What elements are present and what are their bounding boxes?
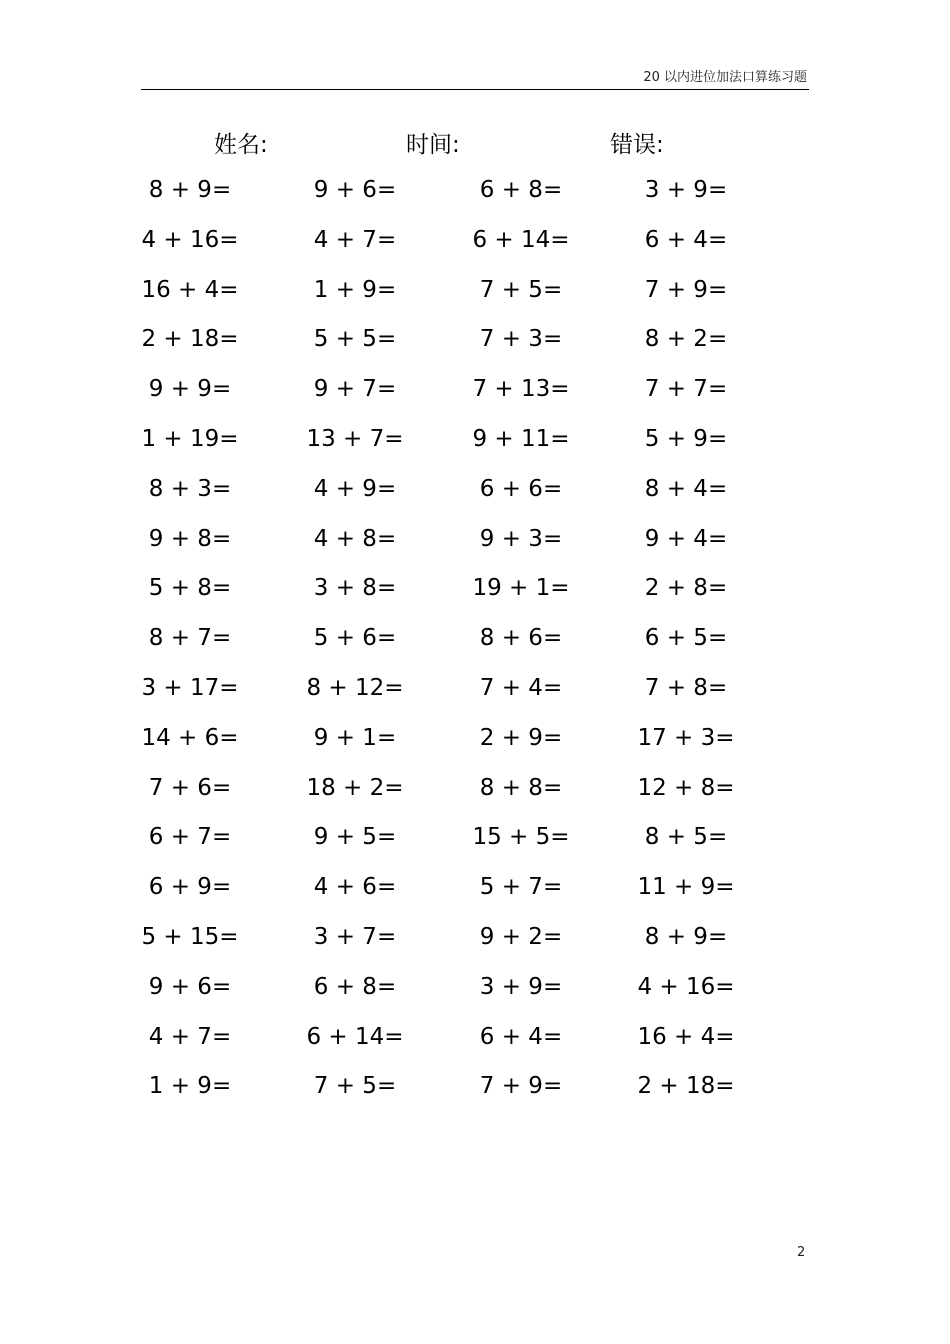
- header-rule: [141, 89, 809, 90]
- problem-item: 8 + 3=: [148, 475, 232, 502]
- problem-item: 3 + 8=: [313, 575, 397, 602]
- problem-row: [0, 914, 950, 964]
- problem-row: [0, 217, 950, 267]
- student-info-labels: [0, 126, 950, 162]
- problem-item: 11 + 9=: [637, 874, 735, 901]
- problem-row: [0, 316, 950, 366]
- problem-item: 4 + 16=: [141, 226, 239, 253]
- page-number: 2: [797, 1245, 806, 1260]
- problem-item: 5 + 8=: [148, 575, 232, 602]
- problem-item: 2 + 18=: [141, 326, 239, 353]
- problem-item: 7 + 8=: [644, 674, 728, 701]
- problem-item: 7 + 3=: [479, 326, 563, 353]
- problem-item: 7 + 9=: [479, 1073, 563, 1100]
- problem-item: 7 + 5=: [479, 276, 563, 303]
- problem-item: 5 + 9=: [644, 425, 728, 452]
- name-label: 姓名:: [214, 132, 268, 158]
- problem-item: 5 + 7=: [479, 874, 563, 901]
- problem-row: [0, 665, 950, 715]
- problem-item: 6 + 8=: [313, 973, 397, 1000]
- problem-item: 2 + 9=: [479, 724, 563, 751]
- problem-item: 6 + 6=: [479, 475, 563, 502]
- problem-row: [0, 864, 950, 914]
- errors-label: 错误:: [610, 132, 664, 158]
- problem-row: [0, 814, 950, 864]
- problem-item: 5 + 6=: [313, 625, 397, 652]
- problem-item: 6 + 8=: [479, 177, 563, 203]
- problem-item: 4 + 16=: [637, 973, 735, 1000]
- problem-item: 7 + 7=: [644, 376, 728, 403]
- problem-item: 9 + 11=: [472, 425, 570, 452]
- problem-item: 7 + 13=: [472, 376, 570, 403]
- problem-item: 8 + 7=: [148, 625, 232, 652]
- problem-row: [0, 615, 950, 665]
- problem-item: 4 + 8=: [313, 525, 397, 552]
- problem-item: 13 + 7=: [306, 425, 404, 452]
- problem-row: [0, 366, 950, 416]
- problem-row: [0, 416, 950, 466]
- problem-item: 8 + 8=: [479, 774, 563, 801]
- problem-item: 8 + 4=: [644, 475, 728, 502]
- problem-row: [0, 167, 950, 217]
- problem-item: 7 + 9=: [644, 276, 728, 303]
- problem-grid: [0, 167, 950, 1113]
- problem-item: 4 + 7=: [313, 226, 397, 253]
- problem-item: 9 + 2=: [479, 923, 563, 950]
- problem-item: 2 + 8=: [644, 575, 728, 602]
- problem-item: 6 + 14=: [306, 1023, 404, 1050]
- problem-item: 6 + 5=: [644, 625, 728, 652]
- problem-item: 9 + 1=: [313, 724, 397, 751]
- problem-item: 9 + 3=: [479, 525, 563, 552]
- header-title: 20 以内进位加法口算练习题: [643, 70, 807, 85]
- problem-item: 14 + 6=: [141, 724, 239, 751]
- problem-item: 6 + 14=: [472, 226, 570, 253]
- problem-row: [0, 516, 950, 566]
- problem-item: 17 + 3=: [637, 724, 735, 751]
- problem-row: [0, 765, 950, 815]
- problem-item: 9 + 8=: [148, 525, 232, 552]
- problem-item: 3 + 7=: [313, 923, 397, 950]
- problem-row: [0, 964, 950, 1014]
- problem-item: 5 + 15=: [141, 923, 239, 950]
- problem-item: 1 + 9=: [313, 276, 397, 303]
- problem-item: 3 + 17=: [141, 674, 239, 701]
- problem-row: [0, 1063, 950, 1113]
- problem-item: 19 + 1=: [472, 575, 570, 602]
- time-label: 时间:: [406, 132, 460, 158]
- problem-item: 18 + 2=: [306, 774, 404, 801]
- problem-item: 8 + 2=: [644, 326, 728, 353]
- problem-item: 1 + 19=: [141, 425, 239, 452]
- problem-item: 4 + 9=: [313, 475, 397, 502]
- problem-item: 16 + 4=: [141, 276, 239, 303]
- problem-item: 7 + 5=: [313, 1073, 397, 1100]
- problem-row: [0, 715, 950, 765]
- problem-item: 7 + 4=: [479, 674, 563, 701]
- problem-item: 9 + 5=: [313, 824, 397, 851]
- problem-item: 16 + 4=: [637, 1023, 735, 1050]
- problem-item: 8 + 6=: [479, 625, 563, 652]
- problem-item: 8 + 12=: [306, 674, 404, 701]
- problem-item: 9 + 9=: [148, 376, 232, 403]
- problem-item: 12 + 8=: [637, 774, 735, 801]
- problem-item: 7 + 6=: [148, 774, 232, 801]
- problem-item: 9 + 6=: [313, 177, 397, 203]
- problem-row: [0, 1014, 950, 1064]
- problem-item: 3 + 9=: [644, 177, 728, 203]
- problem-item: 8 + 9=: [148, 177, 232, 203]
- problem-item: 4 + 6=: [313, 874, 397, 901]
- problem-item: 6 + 9=: [148, 874, 232, 901]
- problem-item: 15 + 5=: [472, 824, 570, 851]
- problem-item: 3 + 9=: [479, 973, 563, 1000]
- problem-item: 9 + 6=: [148, 973, 232, 1000]
- problem-item: 6 + 4=: [479, 1023, 563, 1050]
- problem-item: 8 + 5=: [644, 824, 728, 851]
- problem-item: 1 + 9=: [148, 1073, 232, 1100]
- problem-row: [0, 565, 950, 615]
- problem-row: [0, 267, 950, 317]
- problem-item: 4 + 7=: [148, 1023, 232, 1050]
- problem-item: 6 + 7=: [148, 824, 232, 851]
- problem-item: 5 + 5=: [313, 326, 397, 353]
- problem-item: 6 + 4=: [644, 226, 728, 253]
- problem-item: 9 + 4=: [644, 525, 728, 552]
- problem-item: 8 + 9=: [644, 923, 728, 950]
- problem-item: 2 + 18=: [637, 1073, 735, 1100]
- problem-row: [0, 466, 950, 516]
- problem-item: 9 + 7=: [313, 376, 397, 403]
